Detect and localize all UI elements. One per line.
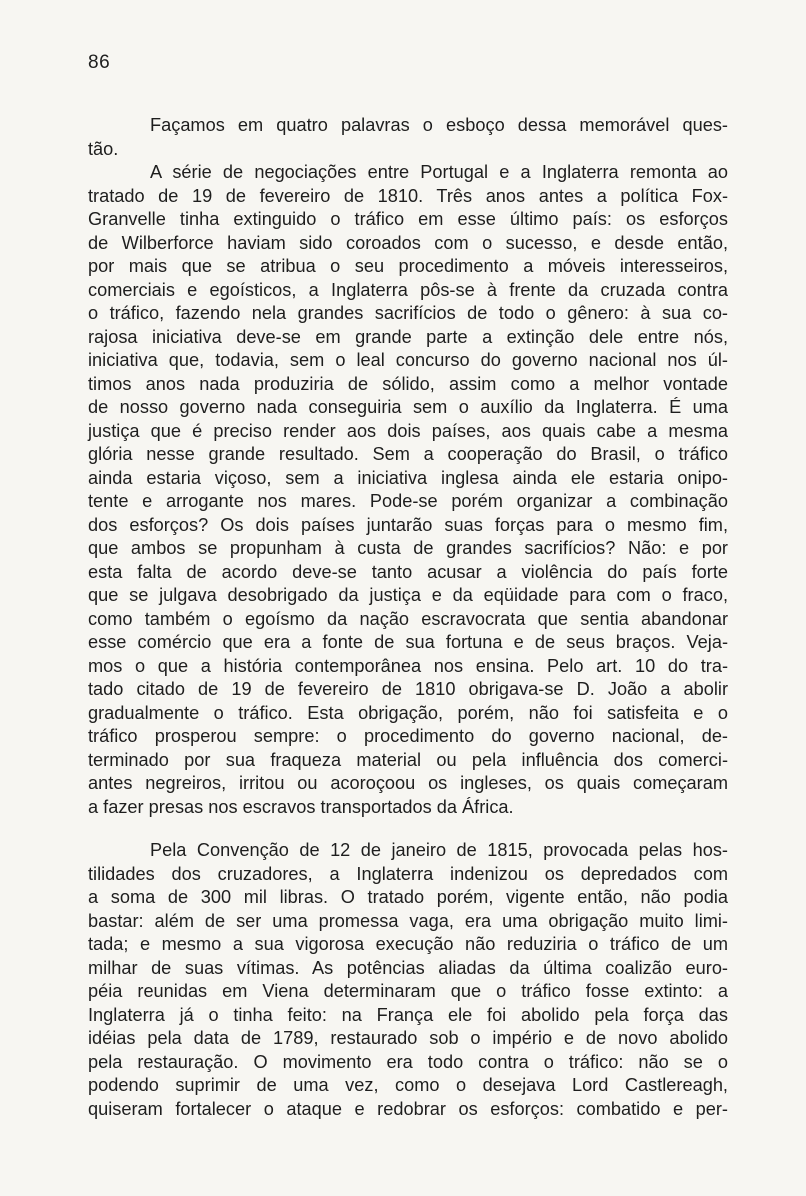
text-line: que ambos se propunham à custa de grandes sacrifícios? Não: e por (88, 538, 728, 558)
text-line: tado citado de 19 de fevereiro de 1810 obrigava-se D. João a abolir (88, 679, 728, 699)
paragraph-1 (88, 114, 728, 161)
paragraph-spacer (88, 819, 728, 839)
text-line: Inglaterra já o tinha feito: na França ele foi abolido pela força das (88, 1004, 728, 1025)
text-line: quiseram fortalecer o ataque e redobrar os esforços: combatido e per- (88, 1098, 728, 1119)
text-line: por mais que se atribua o seu procedimento a móveis interesseiros, (88, 256, 728, 276)
text-line: péia reunidas em Viena determinaram que o tráfico fosse extinto: a (88, 981, 728, 1001)
text-line: podendo suprimir de uma vez, como o desejava Lord Castlereagh, (88, 1075, 728, 1095)
text-line: mos o que a história contemporânea nos ensina. Pelo art. 10 do tra- (88, 655, 728, 676)
text-line: iniciativa que, todavia, sem o leal concurso do governo nacional nos úl- (88, 350, 728, 370)
text-line: que se julgava desobrigado da justiça e da eqüidade para com o fraco, (88, 585, 728, 605)
body-text (88, 114, 728, 1121)
text-line: esse comércio que era a fonte de sua fortuna e de seus braços. Veja- (88, 632, 728, 652)
text-line: tada; e mesmo a sua vigorosa execução não reduziria o tráfico de um (88, 934, 728, 954)
text-line: a fazer presas nos escravos transportados da África. (88, 796, 514, 817)
text-line: Pela Convenção de 12 de janeiro de 1815, provocada pelas hos- (150, 840, 728, 860)
text-line: gradualmente o tráfico. Esta obrigação, porém, não foi satisfeita e o (88, 702, 728, 723)
text-line: esta falta de acordo deve-se tanto acusar a violência do país forte (88, 561, 728, 582)
text-line: tratado de 19 de fevereiro de 1810. Três anos antes a política Fox- (88, 185, 728, 206)
text-line: a soma de 300 mil libras. O tratado porém, vigente então, não podia (88, 887, 728, 907)
text-line: tilidades dos cruzadores, a Inglaterra indenizou os depredados com (88, 863, 728, 884)
text-line: timos anos nada produziria de sólido, assim como a melhor vontade (88, 373, 728, 394)
text-line: pela restauração. O movimento era todo contra o tráfico: não se o (88, 1051, 728, 1072)
text-line: antes negreiros, irritou ou acoroçoou os ingleses, os quais começaram (88, 773, 728, 793)
text-line: rajosa iniciativa deve-se em grande parte a extinção dele entre nós, (88, 326, 728, 347)
paragraph-2 (88, 161, 728, 819)
text-line: o tráfico, fazendo nela grandes sacrifícios de todo o gênero: à sua co- (88, 303, 728, 323)
text-line: Façamos em quatro palavras o esboço dessa memorável ques- (150, 115, 728, 135)
text-line: comerciais e egoísticos, a Inglaterra pôs-se à frente da cruzada contra (88, 279, 728, 300)
text-line: idéias pela data de 1789, restaurado sob o império e de novo abolido (88, 1028, 728, 1048)
text-line: milhar de suas vítimas. As potências aliadas da última coalizão euro- (88, 957, 728, 978)
text-line: de nosso governo nada conseguiria sem o auxílio da Inglaterra. É uma (88, 397, 728, 417)
text-line: ainda estaria viçoso, sem a iniciativa inglesa ainda ele estaria onipo- (88, 467, 728, 488)
paragraph-3 (88, 839, 728, 1121)
text-line: de Wilberforce haviam sido coroados com o sucesso, e desde então, (88, 232, 728, 253)
page-number: 86 (88, 52, 111, 73)
text-line: como também o egoísmo da nação escravocrata que sentia abandonar (88, 608, 728, 629)
text-line: Granvelle tinha extinguido o tráfico em esse último país: os esforços (88, 209, 728, 229)
text-line: tão. (88, 138, 119, 159)
text-line: justiça que é preciso render aos dois países, aos quais cabe a mesma (88, 420, 728, 441)
text-line: bastar: além de ser uma promessa vaga, era uma obrigação muito limi- (88, 910, 728, 931)
text-line: glória nesse grande resultado. Sem a cooperação do Brasil, o tráfico (88, 444, 728, 464)
text-line: tráfico prosperou sempre: o procedimento do governo nacional, de- (88, 726, 728, 746)
text-line: A série de negociações entre Portugal e a Inglaterra remonta ao (150, 162, 728, 182)
text-line: dos esforços? Os dois países juntarão suas forças para o mesmo fim, (88, 514, 728, 535)
text-line: terminado por sua fraqueza material ou pela influência dos comerci- (88, 749, 728, 770)
text-line: tente e arrogante nos mares. Pode-se porém organizar a combinação (88, 491, 728, 511)
